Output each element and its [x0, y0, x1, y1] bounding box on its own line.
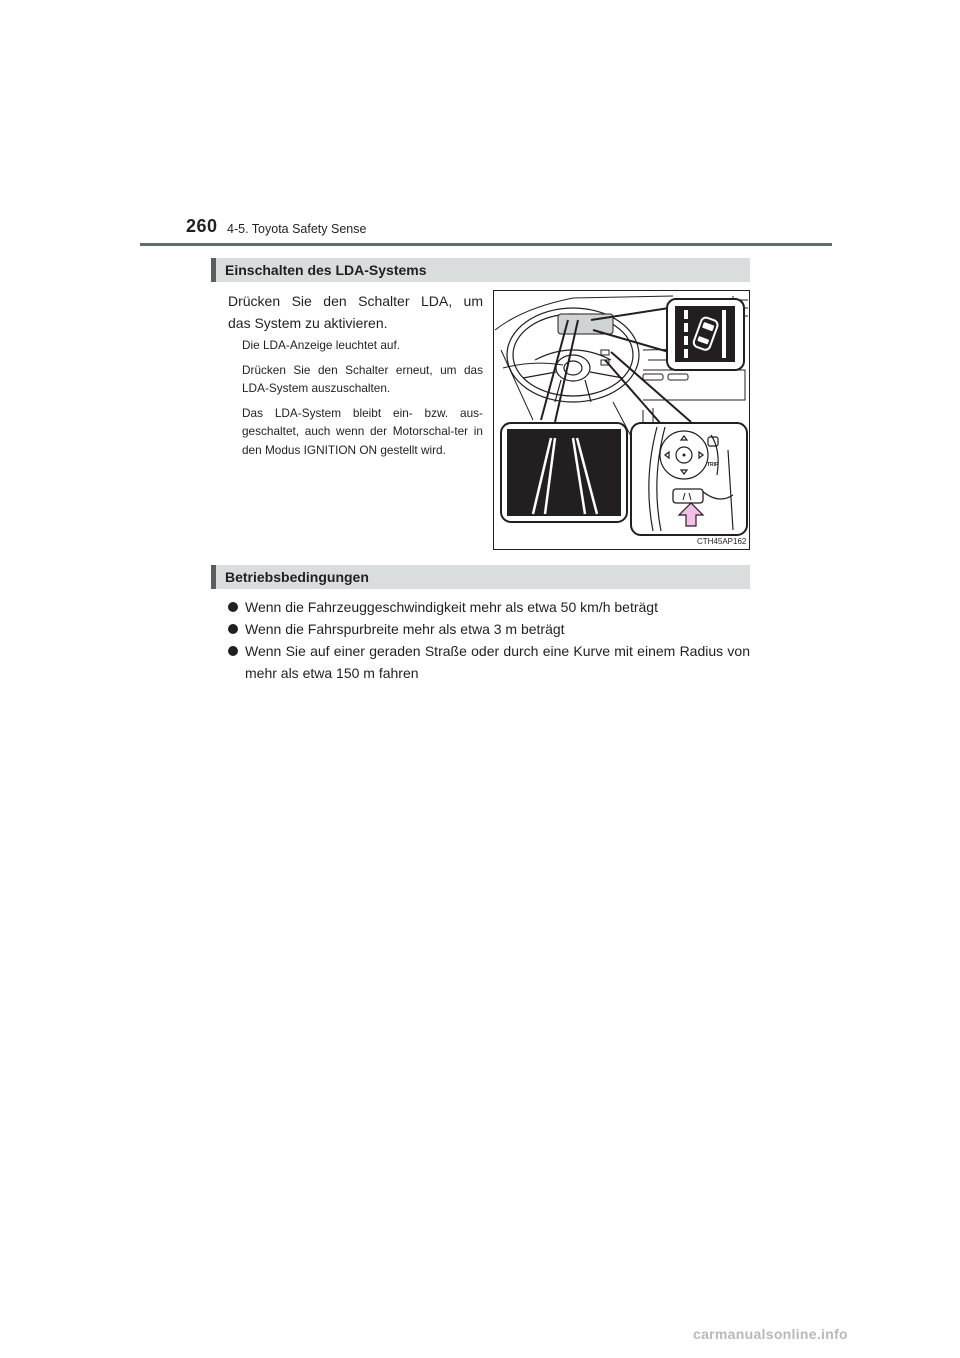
- section-heading-operating-conditions: [211, 565, 750, 589]
- section-title: Einschalten des LDA-Systems: [225, 262, 427, 278]
- bullet-icon: [228, 646, 238, 656]
- list-item-text: Wenn die Fahrzeuggeschwindigkeit mehr als etwa 50 km/h beträgt: [245, 599, 658, 615]
- condition-list: [228, 596, 750, 684]
- section-title: Betriebsbedingungen: [225, 569, 369, 585]
- bullet-icon: [228, 624, 238, 634]
- chapter-title: 4-5. Toyota Safety Sense: [227, 222, 367, 236]
- watermark[interactable]: carmanualsonline.info: [693, 1326, 848, 1342]
- note-text: Das LDA-System bleibt ein- bzw. aus-geschaltet, auch wenn der Motorschal-ter in den Modus IGNITION ON gestellt wird.: [242, 405, 483, 457]
- intro-paragraph: [228, 290, 483, 334]
- list-item-text: Wenn die Fahrspurbreite mehr als etwa 3 m beträgt: [245, 621, 565, 637]
- figure-code: CTH45AP162: [697, 537, 747, 546]
- header-rule: [140, 243, 832, 246]
- list-item-text: Wenn Sie auf einer geraden Straße oder durch eine Kurve mit einem Radius von mehr als etwa 150 m fahren: [245, 643, 750, 681]
- lda-switch-illustration: [493, 290, 750, 550]
- intro-line: das System zu aktivieren.: [228, 315, 388, 331]
- lda-switch-button: [673, 489, 703, 503]
- section-heading-lda-activation: [211, 258, 750, 282]
- trip-label: TRIP: [707, 462, 719, 468]
- note-text: Drücken Sie den Schalter erneut, um das LDA-System auszuschalten.: [242, 362, 483, 395]
- note-text: Die LDA-Anzeige leuchtet auf.: [242, 338, 401, 352]
- list-item: [228, 596, 750, 618]
- page-number: 260: [186, 216, 218, 236]
- bullet-icon: [228, 602, 238, 612]
- list-item: [228, 640, 750, 684]
- intro-line: Drücken Sie den Schalter LDA, um: [228, 293, 483, 309]
- notes: [242, 336, 483, 465]
- section-accent: [211, 565, 216, 589]
- list-item: [228, 618, 750, 640]
- section-accent: [211, 258, 216, 282]
